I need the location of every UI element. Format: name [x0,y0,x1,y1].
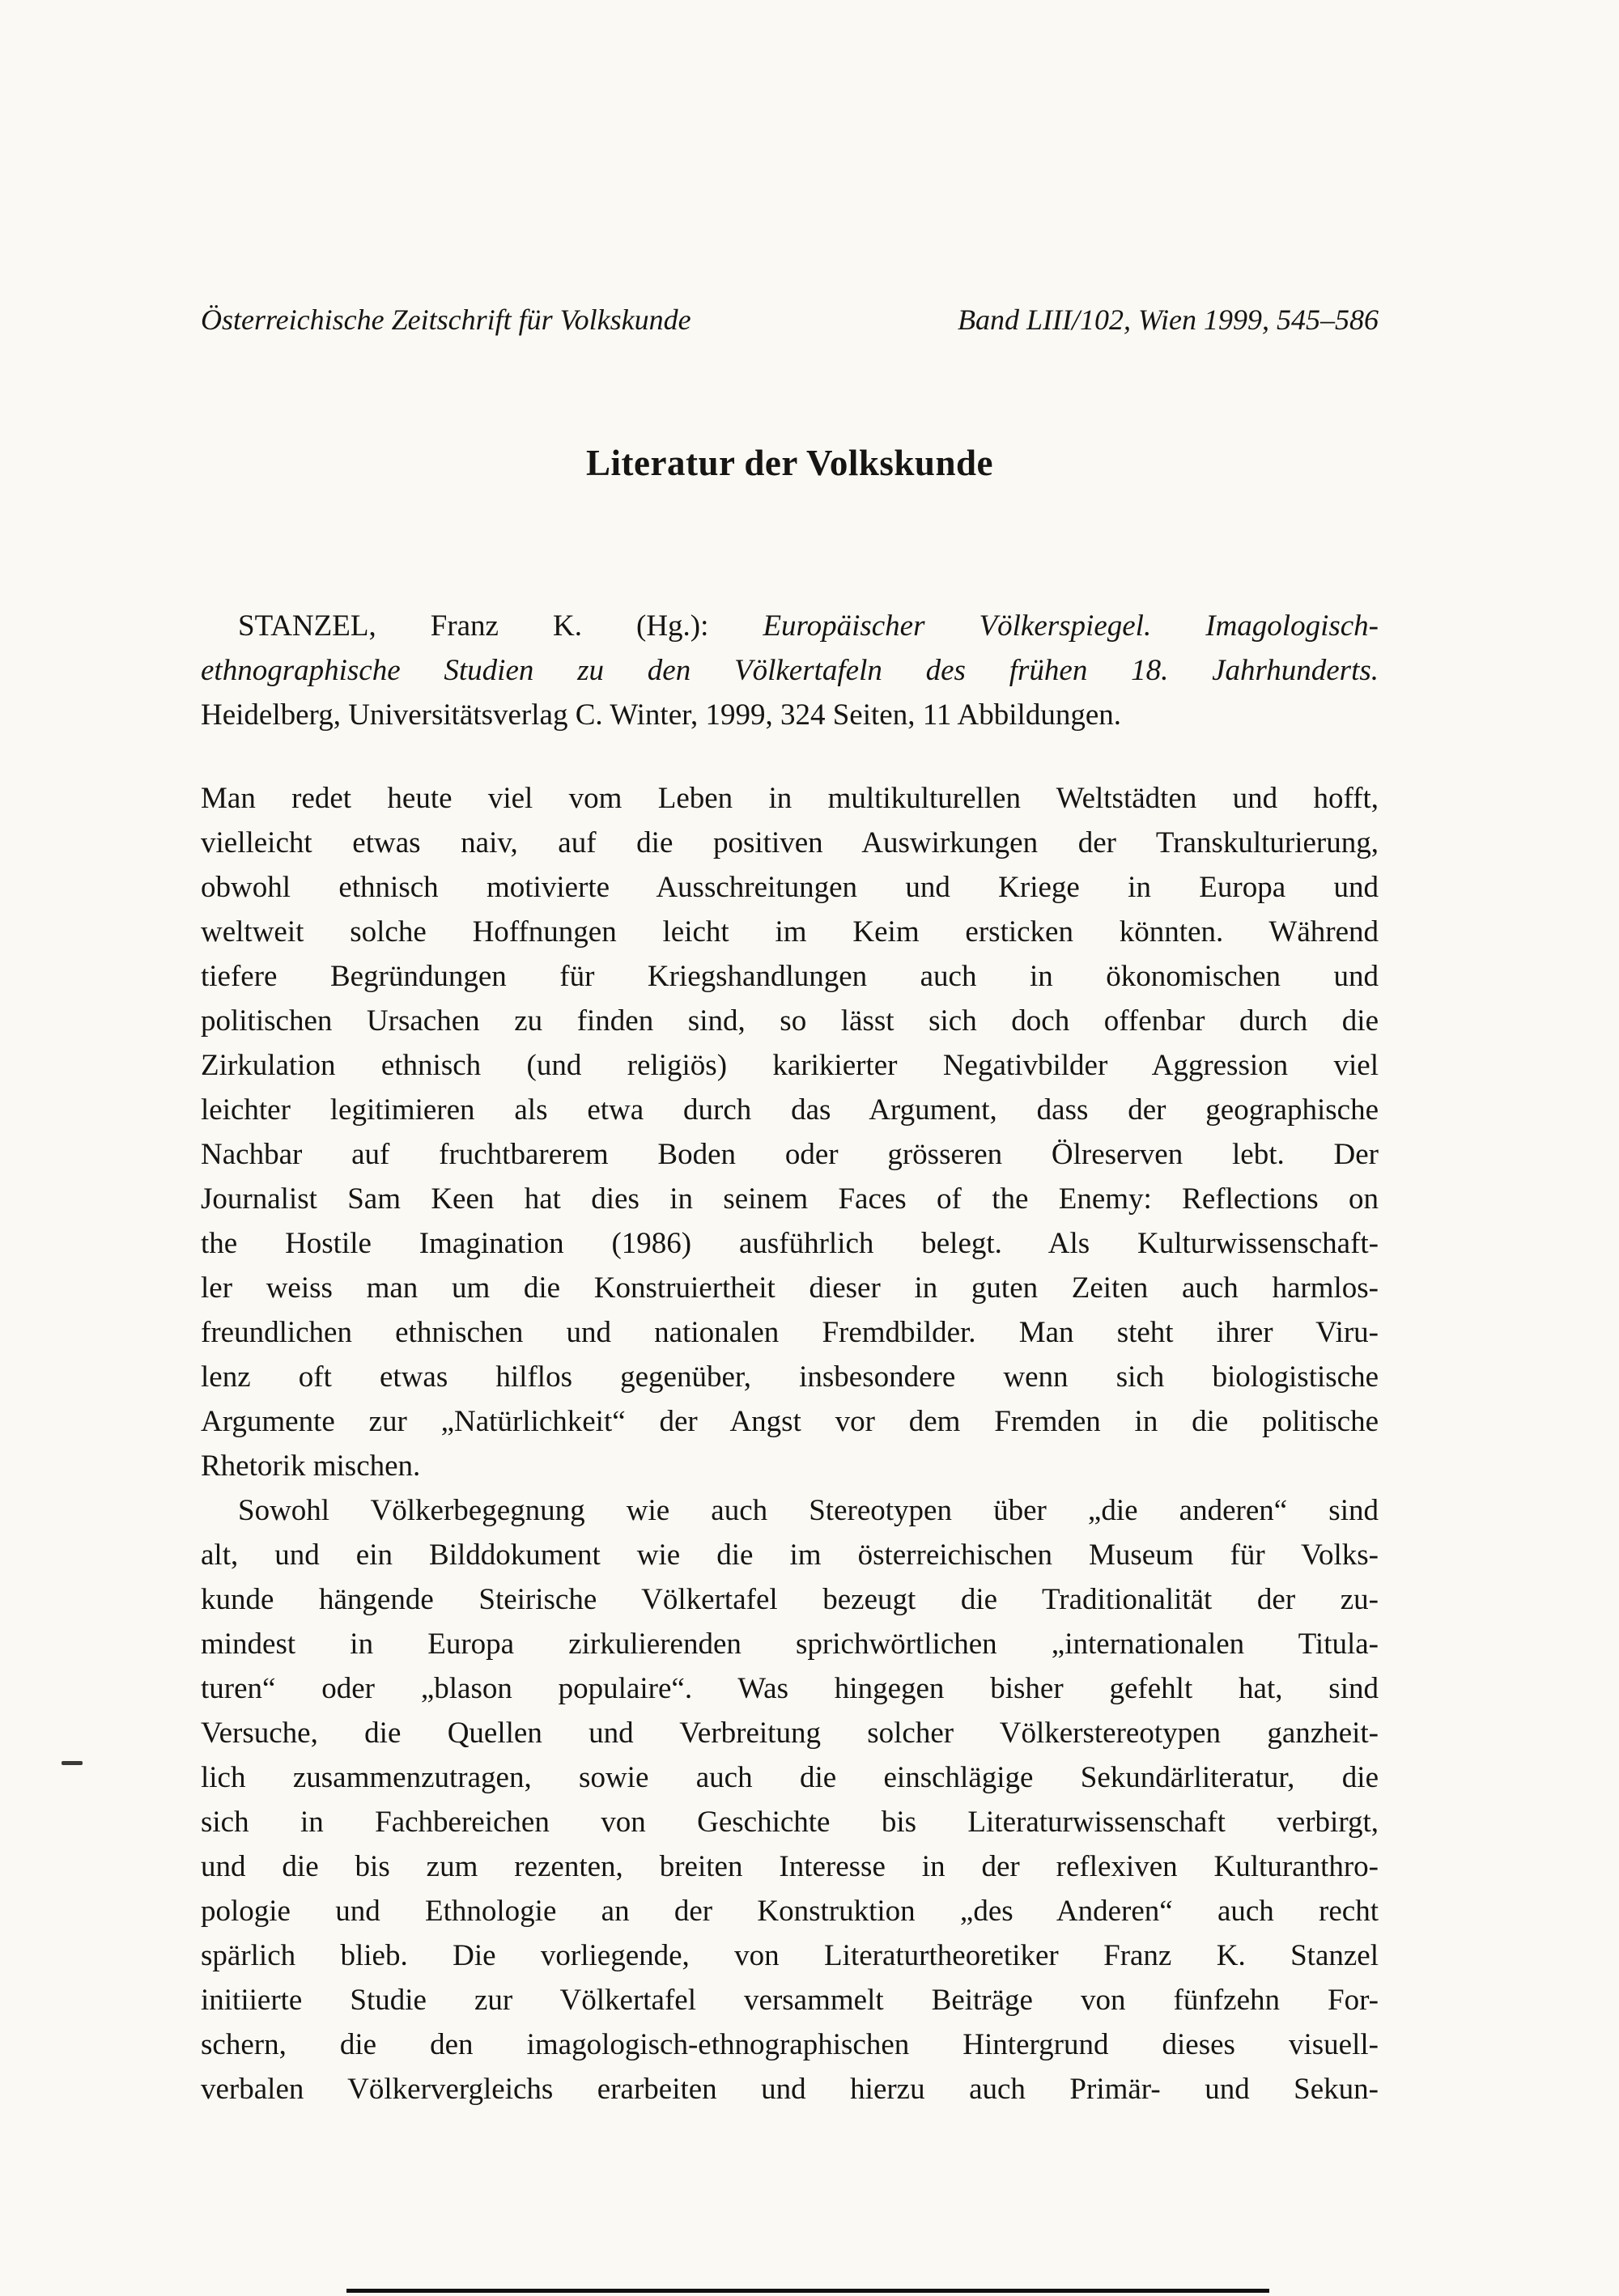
citation-title-segment: Europäischer Völkerspiegel. Imagologisch- [763,609,1379,643]
text-block [201,301,1379,2111]
citation-line [201,648,1379,693]
text-line: initiierte Studie zur Völkertafel versammelt Beiträge von fünfzehn For- [201,1984,1379,2017]
citation-text-segment: STANZEL, Franz K. (Hg.): [238,609,763,643]
review-body [201,776,1379,2111]
paragraph [201,776,1379,1488]
text-line: lenz oft etwas hilflos gegenüber, insbesondere wenn sich biologistische [201,1360,1379,1394]
text-line: turen“ oder „blason populaire“. Was hingegen bisher gefehlt hat, sind [201,1672,1379,1705]
text-line: Sowohl Völkerbegegnung wie auch Stereotypen über „die anderen“ sind [238,1494,1379,1527]
text-line: alt, und ein Bilddokument wie die im österreichischen Museum für Volks- [201,1538,1379,1572]
text-line: Journalist Sam Keen hat dies in seinem Faces of the Enemy: Reflections on [201,1182,1379,1216]
paragraph [201,1488,1379,2111]
book-citation [201,604,1379,737]
text-line: verbalen Völkervergleichs erarbeiten und hierzu auch Primär- und Sekun- [201,2073,1379,2106]
text-line: politischen Ursachen zu finden sind, so lässt sich doch offenbar durch die [201,1004,1379,1038]
text-line: freundlichen ethnischen und nationalen Fremdbilder. Man steht ihrer Viru- [201,1316,1379,1349]
text-line: weltweit solche Hoffnungen leicht im Keim ersticken könnten. Während [201,915,1379,949]
citation-line [201,604,1379,648]
text-line: schern, die den imagologisch-ethnographischen Hintergrund dieses visuell- [201,2028,1379,2061]
issue-info: Band LIII/102, Wien 1999, 545–586 [958,303,1379,336]
text-line: the Hostile Imagination (1986) ausführlich belegt. Als Kulturwissenschaft- [201,1227,1379,1260]
page-title: Literatur der Volkskunde [586,443,993,483]
text-line: kunde hängende Steirische Völkertafel bezeugt die Traditionalität der zu- [201,1583,1379,1616]
text-line: obwohl ethnisch motivierte Ausschreitungen und Kriege in Europa und [201,871,1379,904]
text-line: pologie und Ethnologie an der Konstruktion „des Anderen“ auch recht [201,1895,1379,1928]
text-line: sich in Fachbereichen von Geschichte bis Literaturwissenschaft verbirgt, [201,1806,1379,1839]
text-line: und die bis zum rezenten, breiten Interesse in der reflexiven Kulturanthro- [201,1850,1379,1883]
text-line: Rhetorik mischen. [201,1449,421,1483]
text-line: ler weiss man um die Konstruiertheit dieser in guten Zeiten auch harmlos- [201,1271,1379,1305]
text-line: vielleicht etwas naiv, auf die positiven Auswirkungen der Transkulturierung, [201,826,1379,859]
citation-line [201,693,1379,737]
text-line: Argumente zur „Natürlichkeit“ der Angst vor dem Fremden in die politische [201,1405,1379,1438]
journal-header [201,301,1379,338]
journal-name: Österreichische Zeitschrift für Volkskunde [201,303,691,336]
text-line: Nachbar auf fruchtbarerem Boden oder grösseren Ölreserven lebt. Der [201,1138,1379,1171]
text-line: Zirkulation ethnisch (und religiös) karikierter Negativbilder Aggression viel [201,1049,1379,1082]
scan-artifact-dash [62,1761,83,1765]
text-line: Versuche, die Quellen und Verbreitung solcher Völkerstereotypen ganzheit- [201,1717,1379,1750]
text-line: lich zusammenzutragen, sowie auch die einschlägige Sekundärliteratur, die [201,1761,1379,1794]
scan-artifact-bottom-line [346,2289,1269,2293]
citation-title-segment: ethnographische Studien zu den Völkertafeln des frühen 18. Jahrhunderts. [201,654,1379,687]
text-line: Man redet heute viel vom Leben in multikulturellen Weltstädten und hofft, [201,782,1379,815]
text-line: leichter legitimieren als etwa durch das Argument, dass der geographische [201,1093,1379,1127]
text-line: mindest in Europa zirkulierenden sprichwörtlichen „internationalen Titula- [201,1628,1379,1661]
citation-text-segment: Heidelberg, Universitätsverlag C. Winter, 1999, 324 Seiten, 11 Abbildungen. [201,698,1121,732]
text-line: spärlich blieb. Die vorliegende, von Literaturtheoretiker Franz K. Stanzel [201,1939,1379,1972]
text-line: tiefere Begründungen für Kriegshandlungen auch in ökonomischen und [201,960,1379,993]
